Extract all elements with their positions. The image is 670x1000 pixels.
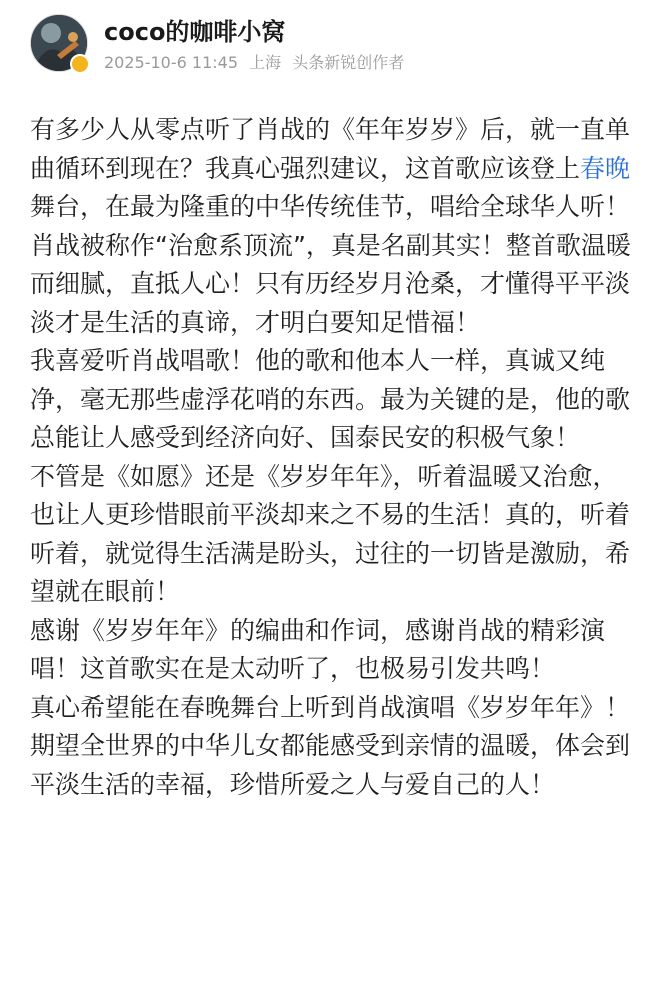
author-label: 头条新锐创作者 [292, 53, 405, 72]
post-meta [104, 52, 410, 74]
paragraph-5: 感谢《岁岁年年》的编曲和作词，感谢肖战的精彩演唱！这首歌实在是太动听了，也极易引发共鸣！ [30, 615, 606, 683]
paragraph-3: 我喜爱听肖战唱歌！他的歌和他本人一样，真诚又纯净，毫无那些虚浮花哨的东西。最为关键的是，他的歌总能让人感受到经济向好、国泰民安的积极气象！ [30, 346, 631, 452]
paragraph-1-text-b: 舞台，在最为隆重的中华传统佳节，唱给全球华人听！ [30, 192, 631, 221]
post-location: 上海 [249, 53, 282, 72]
spring-festival-gala-link[interactable]: 春晚 [580, 153, 631, 183]
verified-badge-icon [70, 54, 90, 74]
post-body [30, 111, 638, 804]
paragraph-1-text-a: 有多少人从零点听了肖战的《年年岁岁》后，就一直单曲循环到现在？我真心强烈建议，这首歌应该登上 [30, 115, 631, 183]
paragraph-6: 真心希望能在春晚舞台上听到肖战演唱《岁岁年年》！期望全世界的中华儿女都能感受到亲情的温暖，体会到平淡生活的幸福，珍惜所爱之人与爱自己的人！ [30, 692, 631, 799]
paragraph-1 [30, 111, 638, 227]
author-name[interactable]: coco的咖啡小窝 [104, 18, 286, 46]
post-header [30, 14, 650, 76]
post-date: 2025-10-6 11:45 [104, 53, 238, 72]
paragraph-4: 不管是《如愿》还是《岁岁年年》，听着温暖又治愈，也让人更珍惜眼前平淡却来之不易的生活！真的，听着听着，就觉得生活满是盼头，过往的一切皆是激励，希望就在眼前！ [30, 461, 631, 606]
paragraph-2: 肖战被称作“治愈系顶流”，真是名副其实！整首歌温暖而细腻，直抵人心！只有历经岁月沧桑，才懂得平平淡淡才是生活的真谛，才明白要知足惜福！ [30, 230, 631, 337]
